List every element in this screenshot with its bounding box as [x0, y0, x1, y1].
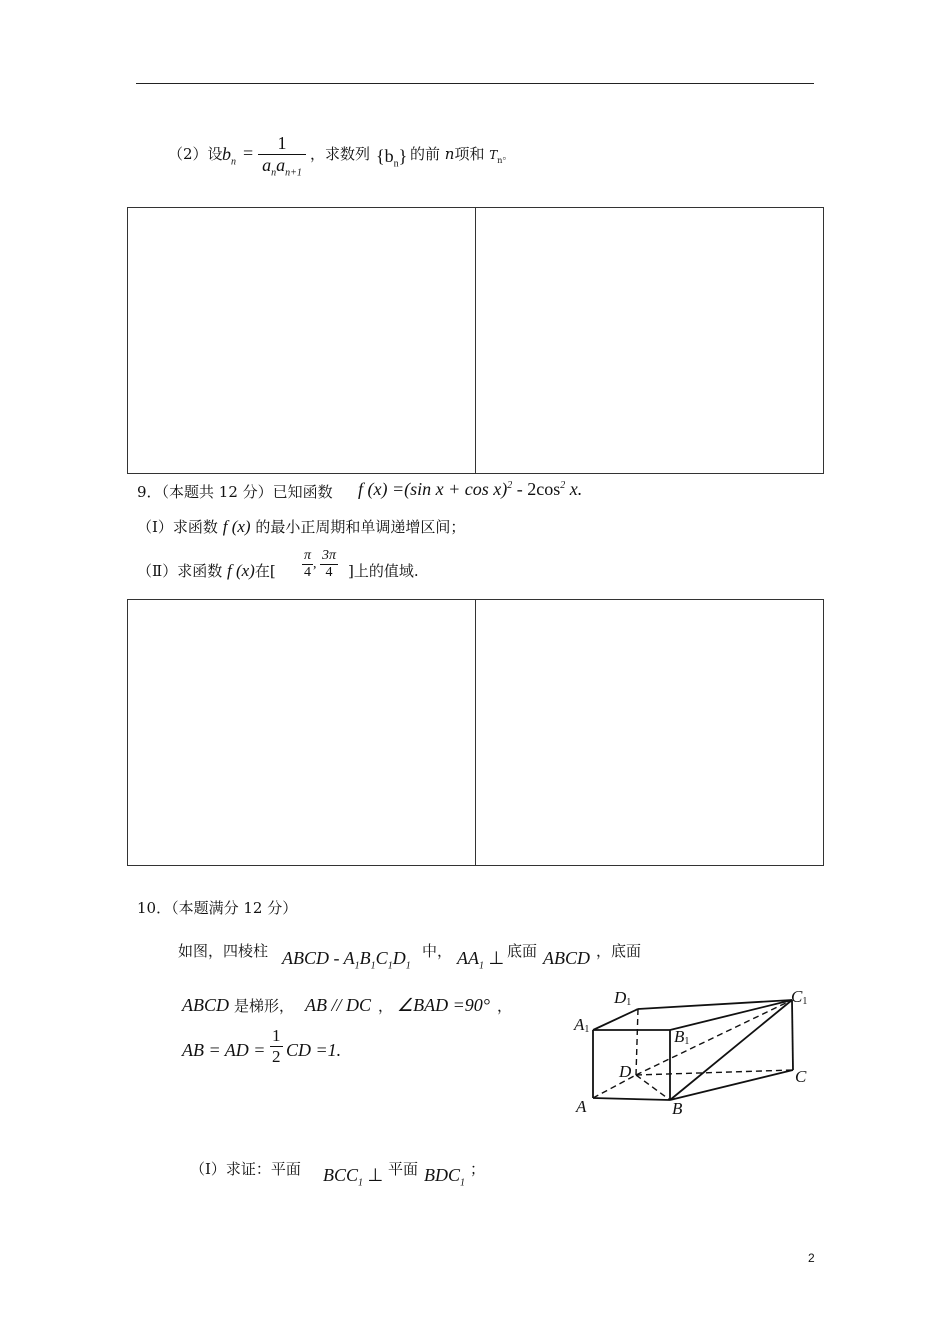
q9-part1-label: （Ⅰ）求函数 [137, 518, 218, 536]
q8-set-close: } [398, 146, 408, 166]
q10-perp: ⊥ [484, 948, 505, 968]
q8-den-s1: n [271, 167, 277, 179]
edge-ab [593, 1098, 670, 1100]
q10-line1-a: 如图，四棱柱 [178, 942, 269, 960]
q8-end: 。 [502, 151, 513, 162]
answer-box-q9-left[interactable] [128, 600, 475, 865]
q8-n: n [444, 145, 455, 163]
q8-den-a1: a [262, 155, 272, 175]
q8-text1: ，求数列 [310, 145, 371, 163]
q10-line2-abcd: ABCD [182, 995, 229, 1015]
q9-part2-label: （Ⅱ）求函数 [137, 562, 223, 580]
q9-frac2-den: 4 [325, 565, 333, 580]
q10-line1-d: ，底面 [596, 942, 642, 960]
q10-prism-a: ABCD - A [282, 948, 355, 968]
q9-sq2: 2 [560, 480, 566, 491]
label-c: C [795, 1067, 807, 1086]
q8-frac [258, 133, 306, 179]
q8-b-sub: n [231, 156, 236, 168]
label-a1: A1 [574, 1015, 590, 1035]
q10-line3-a: AB = AD = [182, 1040, 266, 1060]
q9-func [358, 479, 582, 500]
q9-frac2-num: 3π [322, 548, 337, 563]
q10-part1-c: ； [470, 1160, 486, 1178]
q9-part2-in: 在[ [254, 562, 276, 580]
prism-hidden-edges [593, 1000, 793, 1100]
edge-d1c1 [638, 1000, 792, 1009]
prism-edges [593, 1000, 793, 1100]
q9-part2-f: f (x) [226, 561, 255, 580]
q10-prism-b: B [359, 948, 371, 968]
q9-part1 [137, 516, 465, 537]
q10-line3-b: CD =1. [286, 1040, 342, 1060]
q9-title: 9．（本题共 12 分）已知函数 [137, 483, 333, 501]
q9-frac2 [320, 548, 338, 581]
label-d1: D1 [614, 988, 632, 1008]
q10-aa: AA [457, 948, 479, 968]
q10-prism-d: D [392, 948, 406, 968]
q10-title: 10．（本题满分 12 分） [137, 899, 298, 917]
q9-part2 [137, 560, 276, 581]
q9-frac1-den: 4 [304, 565, 311, 580]
q10-prism-c: C [375, 948, 388, 968]
q9-sq1: 2 [507, 480, 513, 491]
prism-figure [560, 980, 830, 1120]
q10-part1-perp: ⊥ [363, 1165, 384, 1185]
q9-func-rest: - 2cos [512, 479, 561, 499]
q10-line2-c: ， [497, 997, 513, 1015]
q9-func-expr: f (x) =(sin x + cos x) [358, 479, 508, 499]
answer-box-q9 [127, 599, 824, 866]
q10-line2-b: ， [378, 997, 394, 1015]
label-a: A [576, 1097, 587, 1116]
answer-box-q8 [127, 207, 824, 474]
q8-set-open: {b [376, 146, 394, 166]
q8-bn [222, 144, 236, 168]
q9-part1-f: f (x) [222, 517, 251, 536]
q10-line1-b: 中， [422, 942, 453, 960]
q8-den-a2: a [276, 155, 286, 175]
q9-func-x: x. [565, 479, 583, 499]
q10-part1-a: （Ⅰ）求证：平面 [190, 1160, 301, 1178]
q8-label: （2）设 [168, 145, 223, 163]
label-c1: C1 [791, 987, 808, 1007]
q9-frac1 [302, 548, 313, 581]
q10-part1-bdc1 [424, 1165, 465, 1189]
q8-den [258, 155, 306, 179]
q9-comma: , [313, 556, 317, 572]
q8-text3: 项和 [454, 145, 485, 163]
q9-part2-rest: ]上的值域. [348, 562, 419, 580]
q10-line2-angle: ∠BAD =90° [397, 995, 490, 1015]
q8-num: 1 [258, 133, 306, 155]
edge-dd1 [636, 1009, 638, 1075]
q8-line [168, 143, 223, 164]
q10-half [270, 1026, 283, 1067]
q10-line2-parallel: AB // DC [305, 995, 371, 1015]
q10-part1-bcc: BCC [323, 1165, 359, 1185]
q8-b: b [222, 144, 231, 164]
q8-equals: = [243, 143, 254, 163]
label-d: D [619, 1062, 632, 1081]
q8-den-s2: n+1 [285, 167, 302, 179]
label-b: B [672, 1099, 683, 1118]
q10-line1-c: 底面 [507, 942, 538, 960]
answer-box-q9-right[interactable] [475, 600, 823, 865]
q9-interval [302, 548, 338, 581]
q10-part1-bcc1 [323, 1165, 383, 1189]
q8-tail [410, 143, 512, 165]
q10-line2-a: 是梯形， [234, 997, 295, 1015]
q10-aa1 [457, 948, 504, 972]
q8-fraction [258, 133, 306, 179]
q10-part1-sub2: 1 [460, 1177, 465, 1189]
q8-set-sub: n [393, 158, 399, 170]
q10-prism [282, 948, 411, 972]
page-number: 2 [808, 1251, 815, 1265]
edge-db [636, 1075, 670, 1100]
q10-prism-s4: 1 [405, 960, 411, 972]
q10-half-num: 1 [272, 1026, 281, 1045]
answer-box-q8-right[interactable] [475, 208, 823, 473]
q10-part1-b: 平面 [388, 1160, 419, 1178]
q9-part1-rest: 的最小正周期和单调递增区间； [255, 518, 466, 536]
q10-part1-bdc: BDC [424, 1165, 460, 1185]
q10-prism-s1: 1 [354, 960, 360, 972]
q8-set [376, 146, 407, 170]
q10-line3-frac [270, 1026, 283, 1067]
q10-part1-sub: 1 [358, 1177, 364, 1189]
q10-line1-abcd: ABCD [543, 948, 590, 968]
q8-T: T [489, 148, 498, 162]
edge-a1d1 [593, 1009, 638, 1030]
q8-T-sub: n [497, 156, 503, 165]
edge-cc1 [792, 1000, 793, 1070]
q9-frac1-num: π [304, 548, 312, 563]
answer-box-q8-left[interactable] [128, 208, 475, 473]
q8-text2: 的前 [410, 145, 441, 163]
header-rule [136, 83, 814, 84]
q10-aa-sub: 1 [479, 960, 484, 972]
q10-prism-s3: 1 [387, 960, 393, 972]
q10-half-den: 2 [272, 1047, 281, 1066]
q10-prism-s2: 1 [370, 960, 376, 972]
label-b1: B1 [674, 1027, 690, 1047]
edge-dc [636, 1070, 793, 1075]
